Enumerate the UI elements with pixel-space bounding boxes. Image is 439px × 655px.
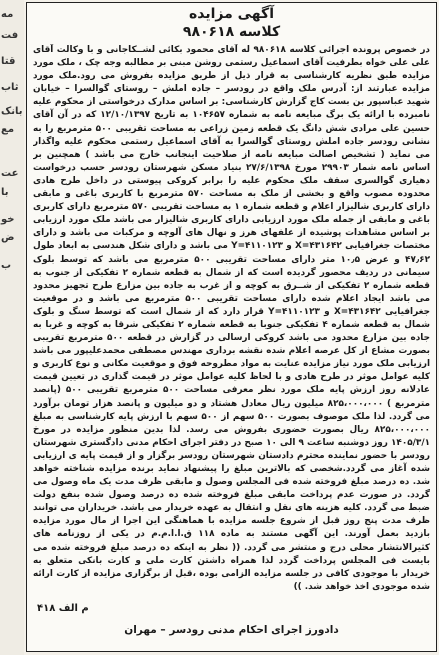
fragment-line: عت xyxy=(1,168,19,179)
fragment-line: مه xyxy=(1,9,14,20)
fragment-line: ض xyxy=(1,232,15,243)
fragment-line: بانک xyxy=(1,106,23,117)
notice-signature: دادورز اجرای احکام مدنی رودسر – مهران xyxy=(124,624,339,636)
fragment-line: با xyxy=(1,187,9,198)
fragment-line: فت xyxy=(1,30,19,41)
fragment-line: قتا xyxy=(1,56,16,67)
auction-notice xyxy=(26,2,437,652)
notice-title: آگهی مزایده xyxy=(188,6,274,22)
adjacent-column-fragment xyxy=(0,0,24,655)
case-number: کلاسه ۹۸۰۶۱۸ xyxy=(182,24,281,40)
notice-reference-number: م الف ۴۱۸ xyxy=(37,603,89,614)
fragment-line: مع xyxy=(1,124,15,135)
fragment-line: ثاب xyxy=(1,82,19,93)
notice-body: در خصوص پرونده اجرائی کلاسه ۹۸۰۶۱۸ له آقای محمود بکائی لشــکاجانی و با وکالت آقای علی علی خواه بطرفیت آقای اسماعیل رستمی روشن مبنی بر مطالبه وجه چک ، ملک مورد مزایده طبق نظریه کارشناسی به قرار ذیل از طریق مزایده بفروش می رود.ملک مورد مزایده عبارتند از: آدرس ملک واقع در رودسر – جاده املش – روستای گوالسرا – خیابان شهید عباسپور بن بست کاج گزارش کارشناسی: بر اساس مدارک درخواستی از محکوم علیه نامبرده با ارائه یک برگ مبایعه نامه به شماره ۱۰۴۶۵۷ به تاریخ ۱۲/۱۰/۱۳۹۷ که در آن آقای حسین علی مرادی شش دانگ یک قطعه زمین زراعی به مساحت تقریبی ۵۰۰ مترمربع را به نشانی رودسر جاده املش روستای گوالسرا به آقای اسماعیل رستمی محکوم علیه واگذار می نماید ( تشخیص اصالت مبایعه نامه از صلاحیت اینجانب خارج می باشد ) همچنین بر اساس نامه شمار ۲۹۹۰۳ مورخ ۲۷/۶/۱۳۹۸ بنیاد مسکن شهرستان رودسر حسب درخواست دهیاری گوالسری سقف ملک محکوم علیه را برابر کروکی پیوستی در داخل طرح هادی محدوده مصوب واقع و بخشی از ملک به مساحت ۵۷۰ مترمربع با کاربری باغی و مابقی دارای کاربری شالیزار اعلام و قطعه شماره ۱ به مساحت تقریبی ۵۷۰ مترمربع دارای کاربری باغی و مابقی از جمله ملک مورد ارزیابی دارای کاربری شالیزار می باشد ملک مورد ارزیابی بر اساس مشاهدات پوشیده از علفهای هرز و نهال های آلوچه و مرکبات می باشد و دارای مختصات جغرافیایی X=۴۳۱۶۴۲ و Y=۴۱۱۰۱۲۳ می باشد و دارای شکل هندسی به ابعاد طول ۴۷٫۶۲ و عرض ۱۰٫۵ متر دارای مساحت تقریبی ۵۰۰ مترمربع می باشد که توسط بلوک سیمانی در ردیف محصور گردیده است که از شمال به قطعه شماره ۲ تفکیکی از جنوب به قطعه شماره ۲ تفکیکی از شــرق به کوچه و از غرب به جاده بین مزارع طرح تجهیز محدود می باشد ایجاد اعلام شده دارای مساحت تقریبی ۵۰۰ مترمربع می باشد و در موقعیت جغرافیایی X=۴۳۱۶۴۲ و Y=۴۱۱۰۱۲۳ قرار دارد که از شمال است که توسط سنگ و بلوک شمال به قطعه شماره ۴ تفکیکی جنوبا به قطعه شماره ۲ تفکیکی شرقا به کوچه و غربا به جاده بین مزارع محدود می باشد کروکی ارسالی در گزارش در قطعه ۵۰۰ مترمربع تقریبی بصورت مشاع از کل عرصه اعلام شده نقشه برداری مهندس مصطفی محمدعلیپور می باشد ارزیابی ملک مورد نیاز مزایده عنایت به مواد مطروحه فوق و موقعیت مکانی و نوع کاربری و کلیه عوامل موثر در طرح هادی و با لحاظ کلیه عوامل موثر در قیمت گذاری در تعیین قیمت عادلانه روز ارزش پایه ملک مورد نظر معرفی مساحت ۵۰۰ مترمربع تقریبی ۵۰۰ (پانصد مترمربع ) ۸۲۵،۰۰۰،۰۰۰ میلیون ریال معادل هشتاد و دو میلیون و پانصد هزار تومان برآورد می گردد. لذا ملک موصوف بصورت ۵۰۰ سهم از ۵۰۰ سهم با ارزش پایه کارشناسی به مبلغ ۸۲۵،۰۰۰،۰۰۰ ریال بصورت حضوری بفروش می رسد. لذا بدین منظور مزایده در مورخ ۱۴۰۵/۳/۱ روز دوشنبه ساعت ۹ الی ۱۰ صبح در دفتر اجرای احکام مدنی دادگستری شهرستان رودسر با حضور نماینده محترم دادستان شهرستان رودسر برگزار و از قیمت پایه ی ارزیابی شده آغاز می گردد.شخصی که بالاترین مبلغ را پیشنهاد نماید برنده مزایده شناخته خواهد شد. ده درصد مبلغ فروخته شده فی المجلس وصول و مابقی ظرف مدت یک ماه وصول می گردد. در صورت عدم پرداخت مابقی مبلغ فروخته شده ده درصد وصول شده بنفع دولت ضبط می گردد. کلیه هزینه های نقل و انتقال به عهده خریدار می باشد. خریداران می توانند ظرف مدت پنج روز قبل از شروع جلسه مزایده با هماهنگی این اجرا از مال مورد مزایده بازدید بعمل آورند. این آگهی مستند به ماده ۱۱۸ ق.ا.ا.م.م در یکی از روزنامه های کثیرالانتشار محلی درج و منتشر می گردد. (( نظر به اینکه ده درصد مبلغ فروخته شده می بایست فی المجلس پرداخت گردد لذا همراه داشتن کارت ملی و کارت بانکی متعلق به خریدار با موجودی کافی در جلسه مزایده الزامی بوده ،قبل از برگزاری مزایده از کارت ارائه شده موجودی اخذ خواهد شد. )) xyxy=(33,45,430,592)
fragment-line: خو xyxy=(1,214,15,225)
fragment-line: ب xyxy=(1,260,12,271)
